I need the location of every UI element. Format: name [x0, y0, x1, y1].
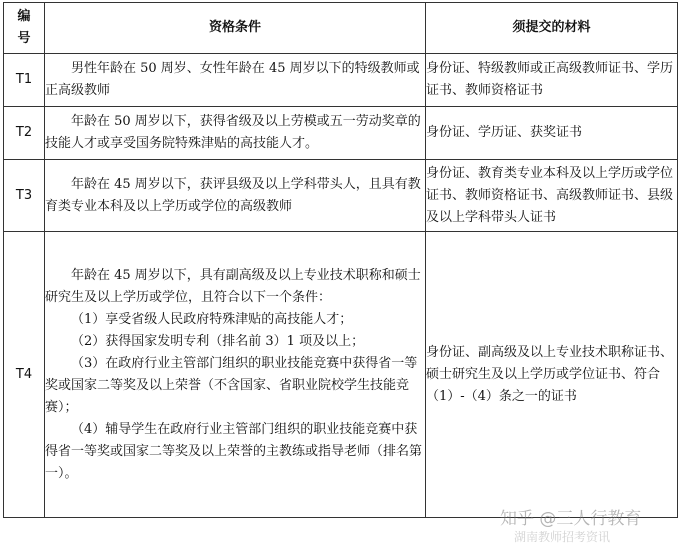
condition-text: 年龄在 50 周岁以下，获得省级及以上劳模或五一劳动奖章的技能人才或享受国务院特殊津贴的高技能人才。	[45, 114, 421, 151]
qualification-table	[3, 2, 678, 518]
condition-item-2: （2）获得国家发明专利（排名前 3）1 项及以上；	[71, 333, 365, 349]
header-row	[4, 3, 678, 54]
row-id: T4	[4, 232, 45, 518]
table-row-t4	[4, 232, 678, 518]
condition-item-3: （3）在政府行业主管部门组织的职业技能竞赛中获得省一等奖或国家二等奖及以上荣誉（不含国家、省职业院校学生技能竞赛）；	[45, 355, 418, 415]
row-conditions	[45, 232, 426, 518]
documents-text: 身份证、学历证、获奖证书	[426, 125, 583, 140]
table-row-t3	[4, 160, 678, 232]
row-id: T1	[4, 54, 45, 107]
condition-item-1: （1）享受省级人民政府特殊津贴的高技能人才；	[71, 311, 353, 327]
row-id: T2	[4, 107, 45, 160]
row-documents	[426, 160, 678, 232]
table-row-t2	[4, 107, 678, 160]
header-number	[4, 3, 45, 54]
watermark-secondary: 湖南教师招考资讯	[514, 530, 611, 544]
row-conditions	[45, 160, 426, 232]
row-conditions	[45, 54, 426, 107]
row-id: T3	[4, 160, 45, 232]
condition-text: 男性年龄在 50 周岁、女性年龄在 45 周岁以下的特级教师或正高级教师	[45, 61, 420, 98]
condition-text: 年龄在 45 周岁以下，获评县级及以上学科带头人，且具有教育类专业本科及以上学历或学位的高级教师	[45, 176, 421, 214]
header-number-line1: 编	[17, 9, 31, 24]
row-conditions	[45, 107, 426, 160]
row-documents	[426, 232, 678, 518]
row-documents	[426, 107, 678, 160]
documents-text: 身份证、教育类专业本科及以上学历或学位证书、教师资格证书、高级教师证书、县级及以上学科带头人证书	[426, 165, 674, 225]
header-number-line2: 号	[17, 31, 31, 46]
condition-text: 年龄在 45 周岁以下，具有副高级及以上专业技术职称和硕士研究生及以上学历或学位，且符合以下一个条件：	[45, 267, 421, 305]
documents-text: 身份证、特级教师或正高级教师证书、学历证书、教师资格证书	[426, 61, 674, 98]
header-conditions: 资格条件	[45, 3, 426, 54]
row-documents	[426, 54, 678, 107]
watermark: 知乎 @三人行教育	[500, 509, 642, 529]
header-documents: 须提交的材料	[426, 3, 678, 54]
documents-text: 身份证、副高级及以上专业技术职称证书、硕士研究生及以上学历或学位证书、符合（1）-（4）条之一的证书	[426, 344, 674, 404]
table-row-t1	[4, 54, 678, 107]
condition-item-4: （4）辅导学生在政府行业主管部门组织的职业技能竞赛中获得省一等奖或国家二等奖及以上荣誉的主教练或指导老师（排名第一）。	[45, 421, 423, 481]
